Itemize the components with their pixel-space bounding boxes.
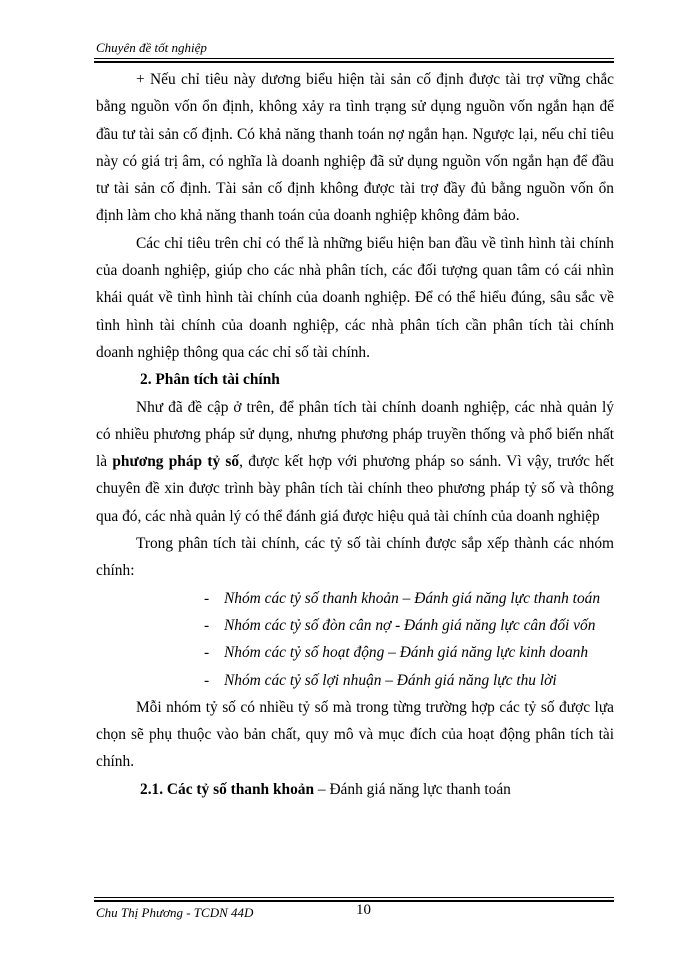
- section-heading-2-1-bold: 2.1. Các tỷ số thanh khoản: [140, 780, 315, 798]
- paragraph-3-bold: phương pháp tỷ số: [112, 453, 240, 471]
- paragraph-3: [96, 394, 614, 530]
- document-body: [96, 66, 614, 803]
- paragraph-3-text-b: , được kết hợp với phương pháp so sánh. Vì vậy, trước hết chuyên đề xin được trình bày phân tích tài chính theo phương pháp tỷ số và thông qua đó, các nhà quản lý có thể đánh giá được hiệu quả tài chính của doanh nghiệp: [96, 453, 614, 525]
- list-dash: -: [204, 644, 210, 662]
- list-item: [96, 585, 614, 612]
- header-rule: [94, 58, 614, 59]
- list-item: [96, 639, 614, 666]
- list-item-text: Nhóm các tỷ số đòn cân nợ - Đánh giá năng lực cân đối vốn: [224, 616, 596, 634]
- list-dash: -: [204, 616, 210, 634]
- list-item-text: Nhóm các tỷ số hoạt động – Đánh giá năng lực kinh doanh: [224, 644, 589, 662]
- page-header-title: Chuyên đề tốt nghiệp: [96, 40, 207, 55]
- paragraph-1: + Nếu chỉ tiêu này dương biểu hiện tài sản cố định được tài trợ vững chắc bằng nguồn vốn ổn định, không xảy ra tình trạng sử dụng nguồn vốn ngắn hạn để đầu tư tài sản cố định. Có khả năng thanh toán nợ ngắn hạn. Ngược lại, nếu chỉ tiêu này có giá trị âm, có nghĩa là doanh nghiệp đã sử dụng nguồn vốn ngắn hạn để đầu tư tài sản cố định. Tài sản cố định không được tài trợ đầy đủ bằng nguồn vốn ổn định làm cho khả năng thanh toán của doanh nghiệp không đảm bảo.: [96, 71, 614, 225]
- paragraph-2: Các chỉ tiêu trên chỉ có thể là những biểu hiện ban đầu về tình hình tài chính của doanh nghiệp, giúp cho các nhà phân tích, các đối tượng quan tâm có cái nhìn khái quát về tình hình tài chính của doanh nghiệp. Để có thể hiểu đúng, sâu sắc về tình hình tài chính của doanh nghiệp, các nhà phân tích cần phân tích tài chính doanh nghiệp thông qua các chỉ số tài chính.: [96, 234, 614, 361]
- paragraph-4: Trong phân tích tài chính, các tỷ số tài chính được sắp xếp thành các nhóm chính:: [96, 535, 614, 580]
- section-heading-2-1: [96, 776, 614, 803]
- list-item-text: Nhóm các tỷ số lợi nhuận – Đánh giá năng lực thu lời: [224, 671, 557, 689]
- page-number: 10: [356, 902, 371, 918]
- paragraph-3-text-a: Như đã đề cập ở trên, để phân tích tài chính doanh nghiệp, các nhà quản lý có nhiều phương pháp sử dụng, nhưng phương pháp truyền thống và phổ biến nhất là: [96, 398, 614, 471]
- list-item-text: Nhóm các tỷ số thanh khoản – Đánh giá năng lực thanh toán: [224, 589, 601, 607]
- footer-rule: [94, 897, 614, 898]
- header-rule-thick: [94, 61, 614, 63]
- ratio-group-list: [96, 585, 614, 694]
- list-item: [96, 667, 614, 694]
- list-dash: -: [204, 671, 210, 689]
- footer-author: Chu Thị Phương - TCDN 44D: [96, 905, 254, 920]
- list-item: [96, 612, 614, 639]
- paragraph-5: Mỗi nhóm tỷ số có nhiều tỷ số mà trong từng trường hợp các tỷ số được lựa chọn sẽ phụ thuộc vào bản chất, quy mô và mục đích của hoạt động phân tích tài chính.: [96, 698, 614, 771]
- footer-rule-thick: [94, 900, 614, 902]
- section-heading-2-1-rest: – Đánh giá năng lực thanh toán: [314, 780, 511, 798]
- list-dash: -: [204, 589, 210, 607]
- section-heading-2: 2. Phân tích tài chính: [140, 371, 280, 389]
